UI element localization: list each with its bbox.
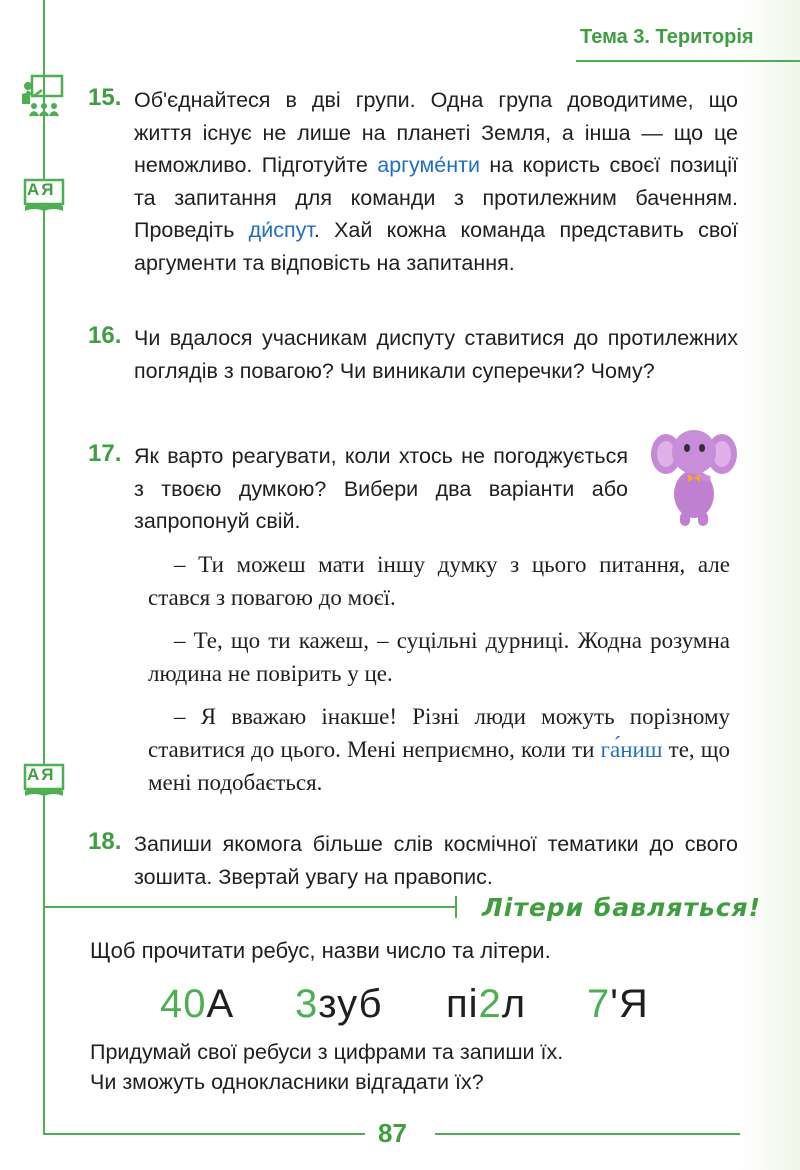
elephant-illustration (650, 420, 742, 528)
answer-option: – Ти можеш мати іншу думку з цього питання, але стався з повагою до моєї. (148, 552, 730, 610)
term-link[interactable]: га́ниш (600, 737, 663, 762)
dictionary-icon (22, 763, 66, 804)
task-number: 18. (88, 828, 122, 855)
margin-line (43, 0, 45, 1135)
dictionary-icon (22, 178, 66, 219)
task-text: Як варто реагувати, коли хтось не погоджується з твоєю думкою? Вибери два варіанти або запропонуй свій. (134, 444, 628, 533)
task-number: 16. (88, 322, 122, 349)
task-text: Об'єднайтеся в дві групи. Одна група доводитиме, що життя існує не лише на планеті Земля, а інша — що це неможливо. Підготуйте аргуме́нти на користь своєї позиції та запитання для команди з протилежним баченням. Проведіть ди́спут. Хай кожна команда представить свої аргументи та відповість на запитання. (134, 88, 738, 275)
task-17 (88, 440, 628, 538)
rebus-item: пі2л (446, 982, 527, 1026)
answer-option: – Те, що ти кажеш, – суцільні дурниці. Жодна розумна людина не повірить у це. (148, 628, 730, 686)
answer-option: – Я вважаю інакше! Різні люди можуть порізному ставитися до цього. Мені неприємно, коли ти га́ниш те, що мені подобається. (148, 704, 730, 795)
footer-line-left (43, 1133, 365, 1135)
section-divider-tick (455, 896, 457, 918)
task-text: Чи вдалося учасникам диспуту ставитися до протилежних поглядів з повагою? Чи виникали суперечки? Чому? (134, 326, 738, 383)
task-number: 15. (88, 84, 122, 111)
task-18 (88, 828, 738, 893)
term-link[interactable]: аргуме́нти (377, 153, 480, 177)
task-number: 17. (88, 440, 122, 467)
theme-underline (576, 60, 800, 62)
task-16 (88, 322, 738, 387)
rebus-question: Чи зможуть однокласники відгадати їх? (90, 1070, 484, 1094)
theme-header: Тема 3. Територія (580, 26, 754, 48)
rebus-intro: Щоб прочитати ребус, назви число та літери. (90, 938, 551, 963)
rebus-item: 3зуб (295, 982, 383, 1026)
dictionary-icon-label: АЯ (27, 180, 56, 199)
footer-line-right (435, 1133, 740, 1135)
rebus-question: Придумай свої ребуси з цифрами та запиши їх. (90, 1040, 564, 1064)
section-title: Літери бавляться! (482, 893, 761, 922)
dictionary-icon-label: АЯ (27, 765, 56, 784)
rebus-item: 7'Я (587, 982, 649, 1026)
term-link[interactable]: ди́спут (248, 218, 314, 242)
answer-options (148, 548, 730, 809)
rebus-item: 40А (160, 982, 235, 1026)
task-text: Запиши якомога більше слів космічної тематики до свого зошита. Звертай увагу на правопис. (134, 832, 738, 889)
task-15 (88, 84, 738, 279)
group-work-icon (20, 72, 66, 118)
section-divider (43, 906, 455, 908)
page-number: 87 (378, 1118, 407, 1148)
